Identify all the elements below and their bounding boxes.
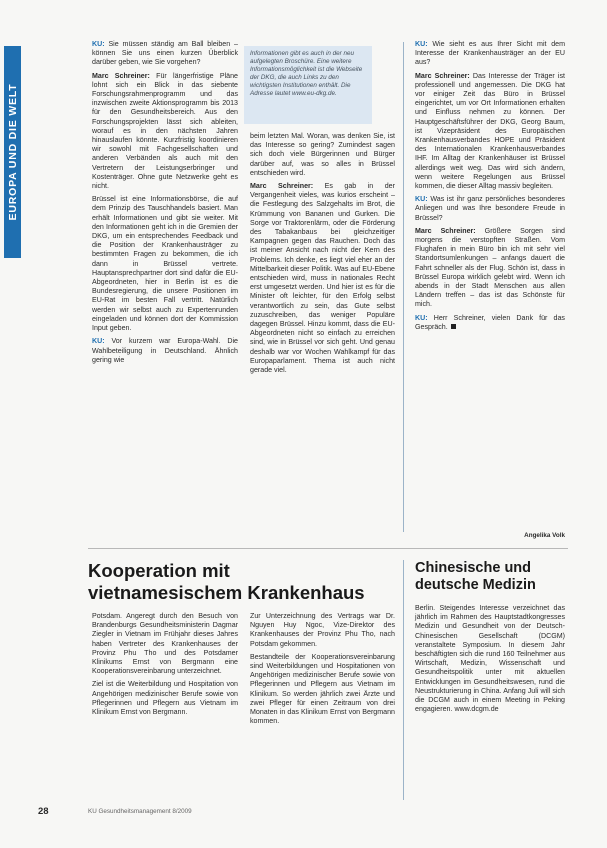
answer-4: Marc Schreiner: Größere Sorgen sind morgens die verstopften Straßen. Vom Flughafen in mein Büro bin ich mit sehr viel Standortsumlenkungen – anfangs dauert die Fahrt schneller als der Flug. Schön ist, dass in Brüssel Europa wirklich gelebt wird. Wenn ich abends in der Stadt Menschen aus allen Ländern treffen – das ist das Schönste für mich. [415,226,565,309]
article-1-column-1 [92,612,238,721]
article-1-title: Kooperation mit vietnamesischem Krankenhaus [88,560,365,603]
end-mark [451,324,456,329]
interview-column-3 [415,40,565,336]
info-box-text: Informationen gibt es auch in der neu aufgelegten Broschüre. Eine weitere Informationsmöglichkeit ist die Webseite der DKG, die auch Links zu den wichtigsten Institutionen enthält. Die Adresse lautet www.eu-dkg.de. [250,50,363,97]
section-tab [4,46,21,258]
article-2-text: Berlin. Steigendes Interesse verzeichnet das jährlich im Rahmen des Hauptstadtkongresses Medizin und Gesundheit von der Deutsch-Chinesischen Gesellschaft (DCGM) veranstaltete Symposium. In diesem Jahr beschäftigten sich die rund 160 Teilnehmer aus Wirtschaft, Medizin, Wissenschaft und Gesundheitspolitik unter mit aktuellen Entwicklungen im Gesundheitswesen, rund die Neustrukturierung in China. Anfang Juli will sich die DCGM auch in einem Meeting in Peking engagieren. www.dcgm.de [415,604,565,714]
column-2-text: beim letzten Mal. Woran, was denken Sie, ist das Interesse so gering? Zumindest sagen sich doch viele Bürgerinnen und Bürger darüber auf, was so alles in Brüssel entschieden wird. [250,132,395,177]
column-divider [403,42,404,532]
question-1: KU: Sie müssen ständig am Ball bleiben – können Sie uns einen kurzen Überblick darüber geben, wie Sie vorgehen? [92,40,238,67]
article-divider [403,560,404,800]
article-1-paragraph-1: Potsdam. Angeregt durch den Besuch von Brandenburgs Gesundheitsministerin Dagmar Ziegler in Vietnam im Frühjahr dieses Jahres haben Vertreter des Krankenhauses der Provinz Phu Tho und des Potsdamer Klinikums Ernst von Bergmann eine Kooperationsvereinbarung unterzeichnet. [92,612,238,676]
section-tab-label: EUROPA UND DIE WELT [6,83,19,221]
article-1-paragraph-3: Zur Unterzeichnung des Vertrags war Dr. Nguyen Huy Ngoc, Vize-Direktor des Krankenhauses der Provinz Phu Tho, nach Potsdam gekommen. [250,612,395,648]
interview-column-2 [250,132,395,379]
article-2-title: Chinesische und deutsche Medizin [415,560,536,593]
question-5: KU: Herr Schreiner, vielen Dank für das Gespräch. [415,313,565,331]
question-2: KU: Vor kurzem war Europa-Wahl. Die Wahlbeteiligung in Deutschland. Ähnlich gering wie [92,337,238,364]
article-1-column-2 [250,612,395,730]
answer-3: Marc Schreiner: Das Interesse der Träger ist professionell und angemessen. Die DKG hat vor einiger Zeit das Büro in Brüssel eingerichtet, um vor Ort Informationen erhalten und Einfluss nehmen zu können. Der Hauptgeschäftsführer der DKG, Georg Baum, ist Vizepräsident des Europäischen Krankenhausverbandes HOPE und Präsident des Internationalen Krankenhausverbandes IHF. Im Alltag der Krankenhäuser ist Brüssel allerdings weit weg. Das wird sich ändern, wenn weitere Regelungen aus Brüssel kommen, die dieser Alltag massiv begleiten. [415,71,565,191]
question-3: KU: Wie sieht es aus Ihrer Sicht mit dem Interesse der Krankenhausträger an der EU aus? [415,40,565,67]
question-4: KU: Was ist ihr ganz persönliches besonderes Anliegen und was Ihre besondere Freude in Brüssel? [415,195,565,222]
author-credit: Angelika Volk [524,532,565,539]
answer-1: Marc Schreiner: Für längerfristige Pläne lohnt sich ein Blick in das siebente Forschungsrahmenprogramm und das inzwischen zweite Aktionsprogramm bis 2013 für den Gesundheitsbereich. Aus den Forschungsprojekten lässt sich ableiten, worauf es in den nächsten Jahren hinauslaufen könnte. Kurzfristig koordinieren wir sowohl mit Fachgesellschaften und anderen Verbänden als auch mit den Vertretern der Leistungserbringer und Kostenträger. Ohne gute Netzwerke geht es nicht. [92,71,238,191]
answer-1-continued: Brüssel ist eine Informationsbörse, die auf dem Prinzip des Tauschhandels basiert. Man erhält Informationen und gibt sie weiter. Mit den Informationen geht ich in die Gremien der DKG, um ein entsprechendes Feedback und die Position der Krankenhausträger zu bestimmten Fragen zu bekommen, die ich dann in Brüssel vertrete. Hauptansprechpartner dort sind dafür die EU-Abgeordneten, hier in Berlin ist es die Bundesregierung, die unsere Positionen im EU-Rat im besten Fall vertritt. Natürlich werden wir selbst auch zu Expertenrunden eingeladen und können dort der Kommission Input geben. [92,195,238,333]
info-box [244,46,372,124]
footer-text: KU Gesundheitsmanagement 8/2009 [88,808,192,815]
section-divider [88,548,568,549]
article-2-body [415,604,565,718]
answer-2: Marc Schreiner: Es gab in der Vergangenheit vieles, was kurios erscheint – die Festlegung des Salzgehalts im Brot, die Krümmung von Bananen und Gurken. Die Sorge vor Traktorenlärm, oder die Förderung des Tabakanbaus bei gleichzeitiger Kampagnen gegen das Rauchen. Doch das ist meiner Ansicht nach nicht der Kern des Problems. Ich denke, es liegt viel eher an der Mittelbarkeit dieser Politik. Was auf EU-Ebene entschieden wird, muss in nationales Recht erst umgesetzt werden. Und hier ist es für die Minister oft leichter, für den Erfolg selbst verantwortlich zu sein, das Gute selbst zuzuschreiben, das weniger Populäre dagegen Brüssel. Hinzu kommt, dass die EU-Abgeordneten nicht so einfach zu erreichen sind, wie in Brüssel vor sich geht. Und genau deshalb war vor Wochen Wahlkampf für das Europaparlament. Thema ist auch nicht gerade viel. [250,182,395,375]
interview-column-1 [92,40,238,369]
page-number: 28 [38,806,49,817]
article-1-paragraph-2: Ziel ist die Weiterbildung und Hospitation von Angehörigen medizinischer Berufe sowie von Pflegerinnen und Pflegern aus Vietnam im Klinikum Ernst von Bergmann. [92,680,238,717]
article-1-paragraph-4: Bestandteile der Kooperationsvereinbarung sind Weiterbildungen und Hospitationen von Angehörigen medizinischer Berufe sowie von Pflegerinnen und Pflegern aus Vietnam im Klinikum. So werden jährlich zwei Ärzte und zwei Pfleger für einen Zeitraum von drei Monaten in das Klinikum Ernst von Bergmann kommen. [250,652,395,726]
